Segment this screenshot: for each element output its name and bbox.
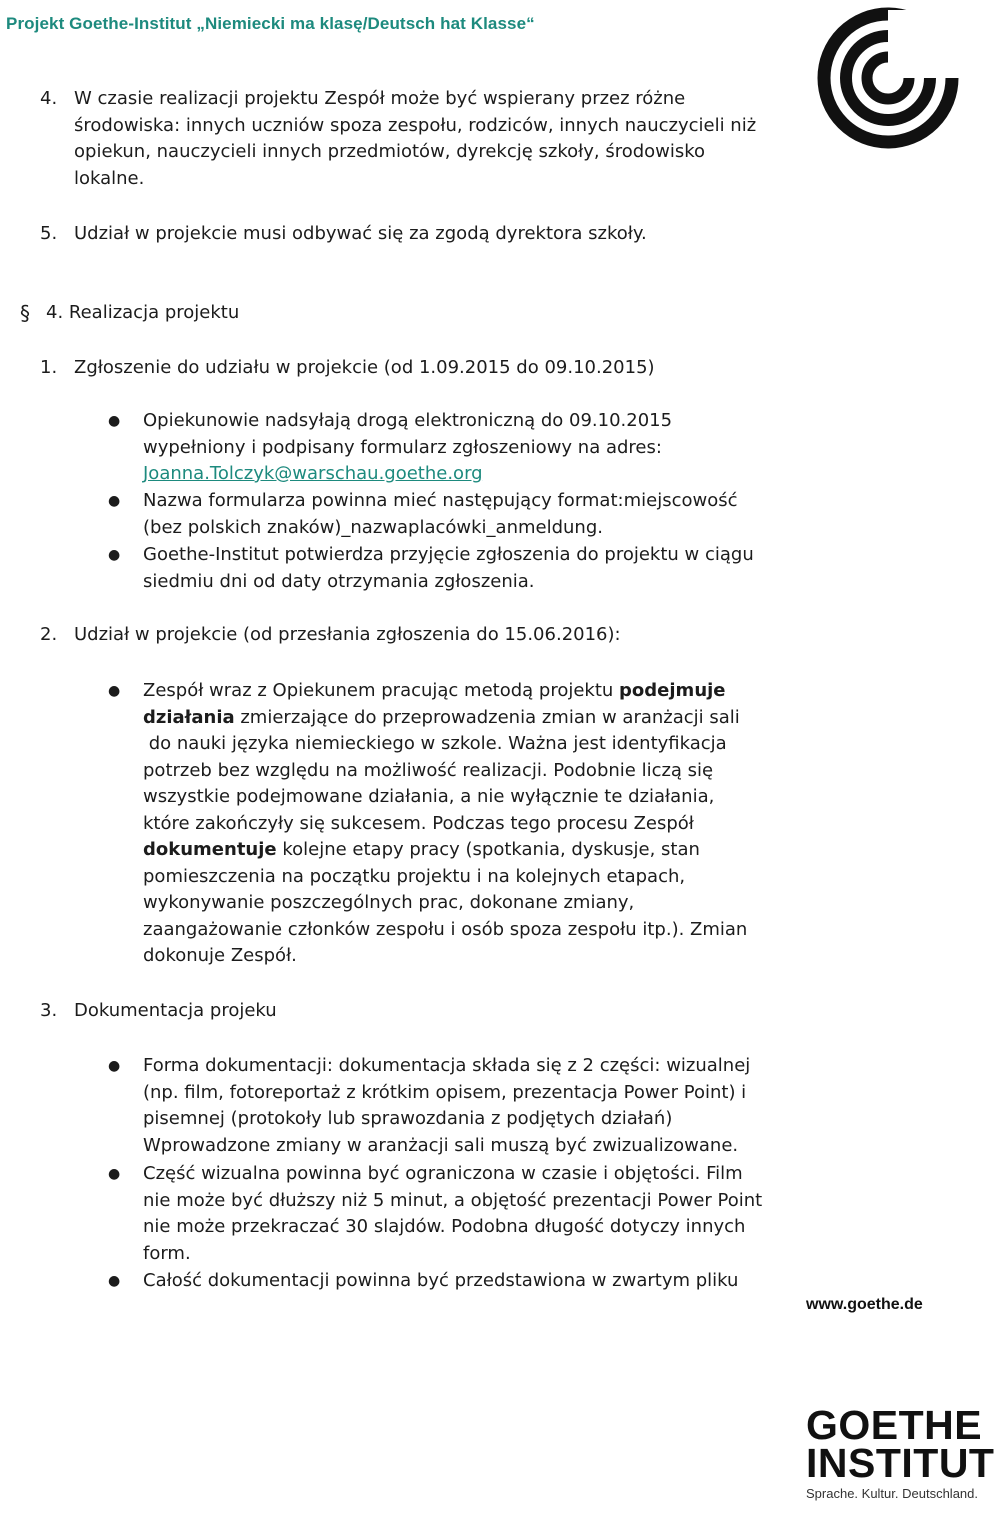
text-span: Zespół wraz z Opiekunem pracując metodą projektu <box>143 680 620 701</box>
text-span: zmierzające do przeprowadzenia zmian w aranżacji sali <box>234 706 740 728</box>
text-span: kolejne etapy pracy (spotkania, dyskusje, stan <box>276 839 700 860</box>
header-title: Projekt Goethe-Institut „Niemiecki ma klasę/Deutsch hat Klasse“ <box>6 14 535 33</box>
goethe-logo-icon <box>802 0 960 160</box>
bold-text: podejmuje <box>619 680 726 701</box>
brand-line: GOETHE <box>806 1402 983 1448</box>
bullet-icon: ● <box>108 547 121 563</box>
bullet-icon: ● <box>108 493 121 509</box>
text-line: Część wizualna powinna być ograniczona w czasie i objętości. Film <box>143 1163 743 1184</box>
list-item <box>143 1053 750 1159</box>
text-line: pisemnej (protokoły lub sprawozdania z podjętych działań) <box>143 1108 673 1129</box>
list-number: 2. <box>40 624 58 645</box>
list-item <box>143 542 754 595</box>
text-line: wykonywanie poszczególnych prac, dokonane zmiany, <box>143 892 635 913</box>
text-line: (bez polskich znaków)_nazwaplacówki_anmeldung. <box>143 516 603 538</box>
text-line: wszystkie podejmowane działania, a nie wyłącznie te działania, <box>143 786 715 807</box>
paragraph-item-5: Udział w projekcie musi odbywać się za zgodą dyrektora szkoły. <box>74 223 647 244</box>
text-line: które zakończyły się sukcesem. Podczas tego procesu Zespół <box>143 812 694 834</box>
text-line: (np. film, fotoreportaż z krótkim opisem, prezentacja Power Point) i <box>143 1081 747 1103</box>
text-line: form. <box>143 1242 191 1264</box>
text-line: zaangażowanie członków zespołu i osób spoza zespołu itp.). Zmian <box>143 918 748 940</box>
list-item <box>143 678 803 970</box>
text-line: do nauki języka niemieckiego w szkole. Ważna jest identyfikacja <box>143 733 727 754</box>
list-item <box>143 408 672 488</box>
text-line: pomieszczenia na początku projektu i na kolejnych etapach, <box>143 865 686 887</box>
text-line: Goethe-Institut potwierdza przyjęcie zgłoszenia do projektu w ciągu <box>143 544 754 565</box>
list-item <box>143 1161 762 1267</box>
text-line: dokonuje Zespół. <box>143 945 297 966</box>
text-line: nie może przekraczać 30 slajdów. Podobna długość dotyczy innych <box>143 1216 746 1237</box>
list-number: 3. <box>40 1000 58 1021</box>
text-line: potrzeb bez względu na możliwość realizacji. Podobnie liczą się <box>143 759 714 781</box>
text-line: Forma dokumentacji: dokumentacja składa się z 2 części: wizualnej <box>143 1055 751 1076</box>
text-line: lokalne. <box>74 167 145 189</box>
list-number: 1. <box>40 357 58 378</box>
text-line: wypełniony i podpisany formularz zgłoszeniowy na adres: <box>143 436 662 458</box>
list-number: 4. <box>40 88 58 109</box>
text-line: Wprowadzone zmiany w aranżacji sali muszą być zwizualizowane. <box>143 1134 739 1156</box>
text-line: Opiekunowie nadsyłają drogą elektroniczną do 09.10.2015 <box>143 410 673 431</box>
subsection-title: Dokumentacja projeku <box>74 1000 277 1021</box>
list-item: Całość dokumentacji powinna być przedstawiona w zwartym pliku <box>143 1270 739 1291</box>
subsection-title: Zgłoszenie do udziału w projekcie (od 1.09.2015 do 09.10.2015) <box>74 357 655 378</box>
list-number: 5. <box>40 223 58 244</box>
bullet-icon: ● <box>108 1273 121 1289</box>
text-line: środowiska: innych uczniów spoza zespołu, rodziców, innych nauczycieli niż <box>74 114 757 136</box>
list-item <box>143 488 738 541</box>
brand-line: INSTITUT <box>806 1440 994 1486</box>
text-line: Nazwa formularza powinna mieć następujący format:miejscowość <box>143 490 738 511</box>
text-line: nie może być dłuższy niż 5 minut, a objętość prezentacji Power Point <box>143 1189 763 1211</box>
text-line: opiekun, nauczycieli innych przedmiotów, dyrekcję szkoły, środowisko <box>74 141 706 162</box>
section-sign: § <box>20 301 30 325</box>
subsection-title: Udział w projekcie (od przesłania zgłoszenia do 15.06.2016): <box>74 624 621 645</box>
email-link[interactable]: Joanna.Tolczyk@warschau.goethe.org <box>143 463 483 484</box>
bullet-icon: ● <box>108 1166 121 1182</box>
paragraph-item-4 <box>74 86 774 192</box>
text-line: W czasie realizacji projektu Zespół może być wspierany przez różne <box>74 88 686 109</box>
section-heading: 4. Realizacja projektu <box>46 302 240 323</box>
brand-tagline: Sprache. Kultur. Deutschland. <box>806 1486 978 1501</box>
footer-url[interactable]: www.goethe.de <box>806 1296 923 1313</box>
text-line: siedmiu dni od daty otrzymania zgłoszenia. <box>143 570 535 592</box>
goethe-institut-wordmark <box>806 1402 994 1501</box>
bold-text: działania <box>143 706 235 728</box>
bullet-icon: ● <box>108 413 121 429</box>
bold-text: dokumentuje <box>143 839 277 860</box>
bullet-icon: ● <box>108 683 121 699</box>
bullet-icon: ● <box>108 1058 121 1074</box>
